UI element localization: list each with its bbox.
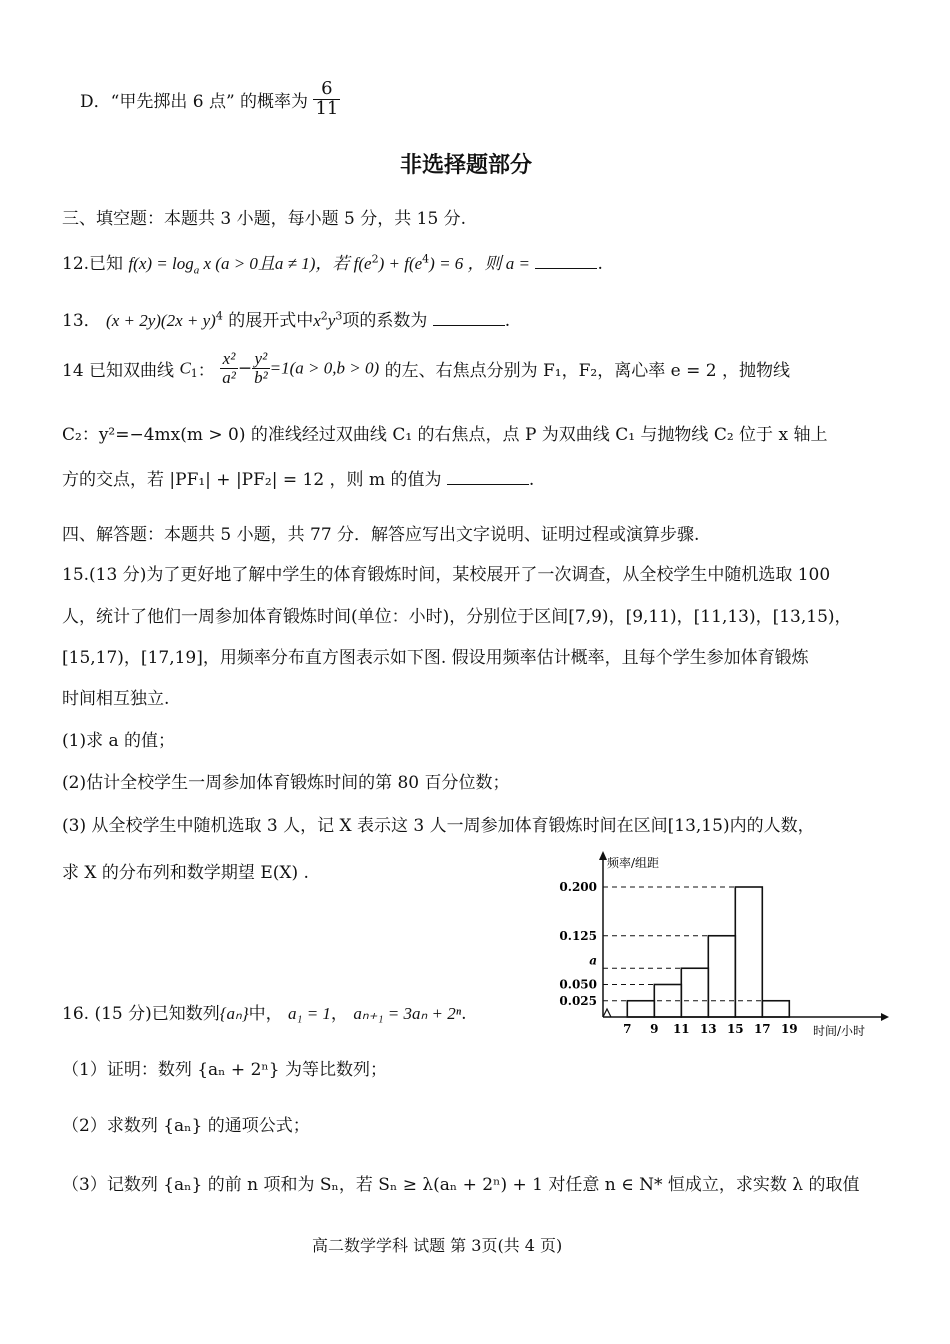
y-tick-label: a	[589, 953, 597, 968]
y-tick-label: 0.025	[559, 993, 597, 1008]
x-tick-label: 15	[726, 1022, 744, 1036]
x-axis-arrow	[881, 1013, 889, 1021]
answer-blank[interactable]	[535, 251, 597, 269]
answer-blank[interactable]	[447, 467, 529, 485]
question-13: 13． $(x + 2y)(2x + y)^4$ 的展开式中$x^2y^3$项的系数为 .	[62, 309, 511, 331]
question-15-part1: (1)求 a 的值；	[62, 731, 176, 751]
y-tick-label: 0.200	[559, 880, 597, 894]
x-tick-label: 19	[780, 1022, 798, 1036]
question-15-line2: 人，统计了他们一周参加体育锻炼时间(单位：小时)，分别位于区间[7,9)，[9,11)，[11,13)，[13,15)，	[62, 607, 852, 627]
question-14-line2: C₂：y²=−4mx(m > 0) 的准线经过双曲线 C₁ 的右焦点，点 P 为双曲线 C₁ 与抛物线 C₂ 位于 x 轴上	[62, 425, 828, 445]
question-15-part3: (3) 从全校学生中随机选取 3 人，记 X 表示这 3 人一周参加体育锻炼时间在区间[13,15)内的人数，	[62, 816, 815, 836]
histogram-bar	[708, 936, 735, 1017]
fraction-y2-b2: $\frac{\text{y²}}{\text{b²}}$	[254, 349, 268, 387]
option-d-text: D．“甲先掷出 6 点” 的概率为	[80, 91, 309, 112]
frequency-histogram	[555, 845, 895, 1045]
question-16: 16. (15 分)已知数列{aₙ}中， a₁ = 1， aₙ₊₁ = 3aₙ + 2ⁿ.	[62, 1004, 467, 1024]
question-15-part2: (2)估计全校学生一周参加体育锻炼时间的第 80 百分位数；	[62, 773, 510, 793]
part3-header: 三、填空题：本题共 3 小题，每小题 5 分，共 15 分.	[62, 209, 467, 229]
option-d	[80, 80, 340, 119]
x-tick-label: 13	[699, 1022, 717, 1036]
question-12: 12.已知 $f(x) = \log_a x$ (a > 0且a ≠ 1)，若 $f(e^2) + f(e^4) = 6$ ，则 a = .	[62, 252, 603, 277]
x-axis-label: 时间/小时	[813, 1024, 866, 1038]
question-15-line4: 时间相互独立.	[62, 689, 170, 709]
y-tick-label: 0.125	[559, 928, 597, 943]
page-footer: 高二数学学科 试题 第 3页(共 4 页)	[312, 1236, 563, 1255]
question-15-line1: 15.(13 分)为了更好地了解中学生的体育锻炼时间，某校展开了一次调查，从全校学生中随机选取 100	[62, 565, 831, 585]
section-title: 非选择题部分	[400, 152, 533, 178]
option-d-fraction: $\frac{6}{11}$	[315, 78, 339, 119]
histogram-bar	[627, 1001, 654, 1017]
question-14-line3: 方的交点，若 |PF₁| + |PF₂| = 12 ，则 m 的值为 .	[62, 465, 534, 490]
x-tick-label: 11	[672, 1022, 690, 1036]
x-tick-label: 7	[623, 1022, 632, 1036]
histogram-bar	[762, 1001, 789, 1017]
answer-blank[interactable]	[433, 308, 505, 326]
axis-break	[603, 1009, 611, 1017]
question-15-part3b: 求 X 的分布列和数学期望 E(X) .	[62, 863, 309, 883]
fraction-x2-a2: $\frac{\text{x²}}{\text{a²}}$	[222, 349, 236, 387]
histogram-bar	[735, 887, 762, 1017]
y-axis-arrow	[599, 851, 607, 860]
x-tick-label: 17	[753, 1022, 771, 1036]
part4-header: 四、解答题：本题共 5 小题，共 77 分．解答应写出文字说明、证明过程或演算步骤.	[62, 525, 700, 545]
y-tick-label: 0.050	[559, 977, 597, 992]
y-axis-label: 频率/组距	[607, 856, 660, 870]
x-tick-label: 9	[650, 1022, 659, 1036]
histogram-bar	[681, 968, 708, 1017]
question-16-part1: （1）证明：数列 {aₙ + 2ⁿ} 为等比数列；	[62, 1060, 387, 1080]
question-14-line1: 14 已知双曲线 $C_1$： $\frac{\text{x²}}{\text{a²}}$ − $\frac{\text{y²}}{\text{b²}}$ =1(a > 0,b > 0) 的左、右焦点分别为 F₁，F₂，离心率 e = 2 ，抛物线	[62, 349, 790, 387]
question-16-part2: （2）求数列 {aₙ} 的通项公式；	[62, 1116, 310, 1136]
question-15-line3: [15,17)，[17,19]，用频率分布直方图表示如下图. 假设用频率估计概率，且每个学生参加体育锻炼	[62, 648, 809, 668]
question-16-part3: （3）记数列 {aₙ} 的前 n 项和为 Sₙ，若 Sₙ ≥ λ(aₙ + 2ⁿ) + 1 对任意 n ∈ N* 恒成立，求实数 λ 的取值	[62, 1175, 860, 1195]
